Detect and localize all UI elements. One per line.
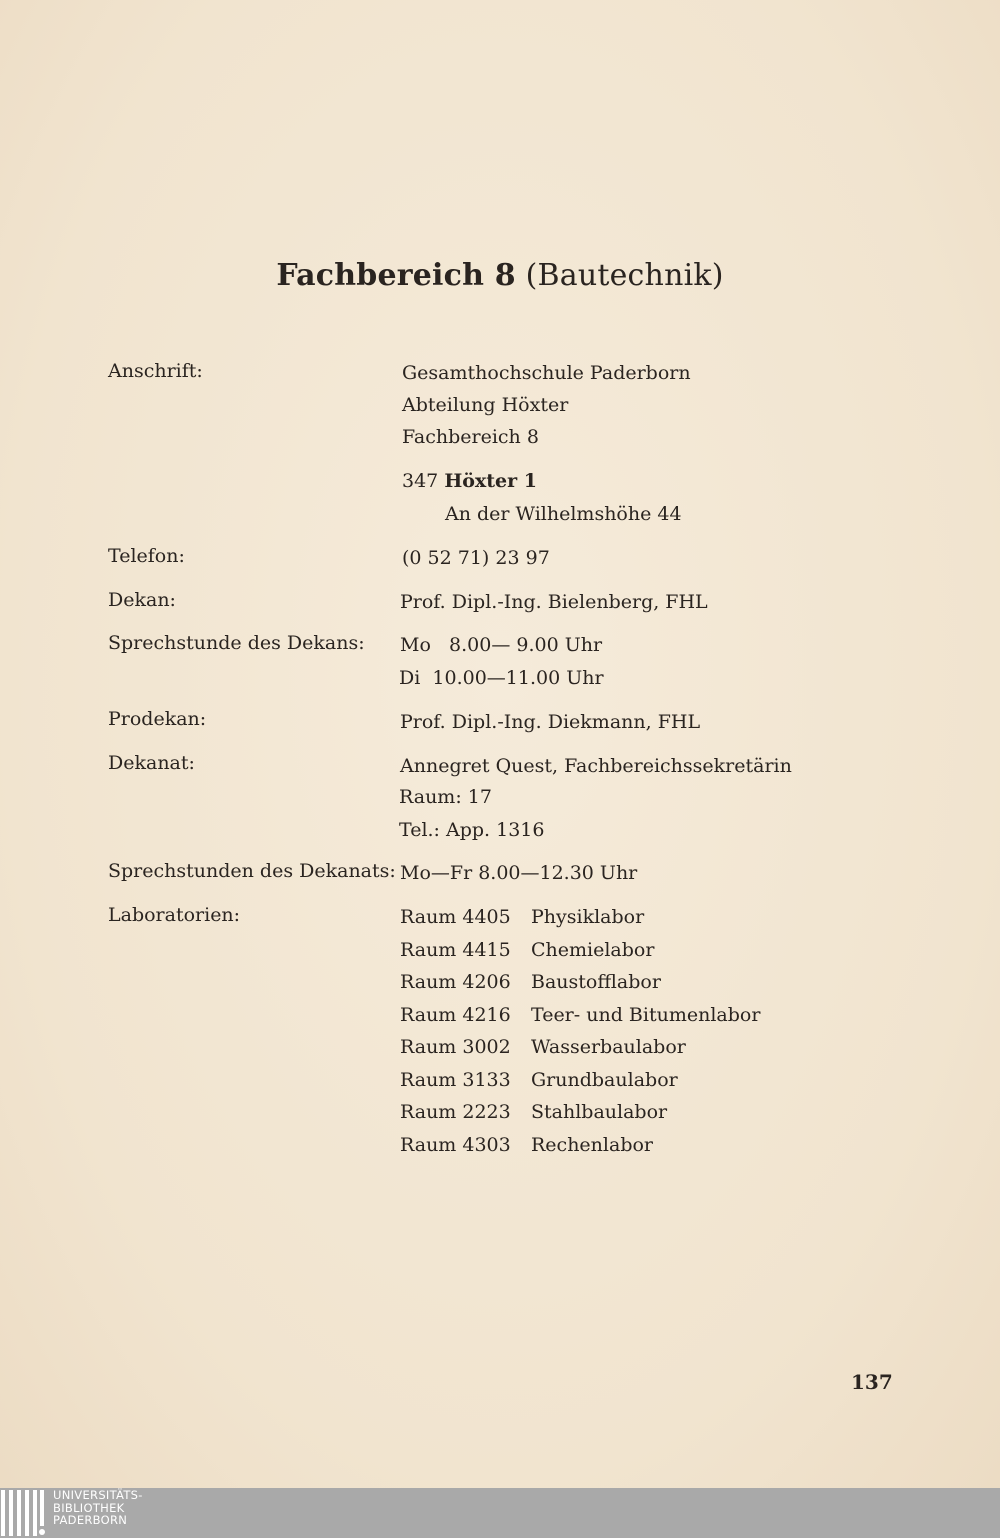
lab-room: Raum 4303 (400, 1134, 511, 1156)
laboratorien-label: Laboratorien: (108, 904, 241, 926)
logo-line: PADERBORN (53, 1513, 128, 1527)
lab-name: Grundbaulabor (531, 1069, 678, 1091)
sprechstunden-dekanat-label: Sprechstunden des Dekanats: (108, 860, 396, 882)
anschrift-line: Fachbereich 8 (402, 426, 539, 448)
lab-room: Raum 4206 (400, 971, 511, 993)
anschrift-label: Anschrift: (108, 360, 203, 382)
lab-name: Stahlbaulabor (531, 1101, 668, 1123)
lab-room: Raum 4415 (400, 939, 511, 961)
prodekan-label: Prodekan: (108, 708, 207, 730)
anschrift-line: Abteilung Höxter (402, 394, 569, 416)
lab-name: Baustofflabor (531, 971, 661, 993)
anschrift-postcode: 347 (402, 470, 439, 492)
lab-room: Raum 3002 (400, 1036, 511, 1058)
dekanat-line: Tel.: App. 1316 (399, 819, 545, 841)
anschrift-line: Gesamthochschule Paderborn (402, 362, 691, 384)
sprechstunde-dekan-line: Mo 8.00— 9.00 Uhr (400, 634, 603, 656)
lab-name: Wasserbaulabor (531, 1036, 686, 1058)
dekanat-label: Dekanat: (108, 752, 195, 774)
dekan-value: Prof. Dipl.-Ing. Bielenberg, FHL (400, 591, 708, 613)
sprechstunde-dekan-label: Sprechstunde des Dekans: (108, 632, 365, 654)
telefon-label: Telefon: (108, 545, 185, 567)
lab-name: Chemielabor (531, 939, 655, 961)
footer-bar (0, 1488, 1000, 1538)
page-number: 137 (851, 1370, 893, 1394)
library-logo-icon (0, 1490, 48, 1536)
sprechstunden-dekanat-value: Mo—Fr 8.00—12.30 Uhr (400, 862, 638, 884)
title-main: Fachbereich 8 (276, 258, 516, 293)
lab-name: Rechenlabor (531, 1134, 653, 1156)
prodekan-value: Prof. Dipl.-Ing. Diekmann, FHL (400, 711, 701, 733)
lab-room: Raum 2223 (400, 1101, 511, 1123)
dekanat-line: Raum: 17 (399, 786, 492, 808)
telefon-value: (0 52 71) 23 97 (402, 547, 550, 569)
lab-room: Raum 4216 (400, 1004, 511, 1026)
title-sub: (Bautechnik) (525, 258, 724, 293)
lab-name: Teer- und Bitumenlabor (531, 1004, 761, 1026)
logo-line: BIBLIOTHEK (53, 1500, 125, 1515)
anschrift-city: Höxter 1 (444, 470, 537, 492)
lab-room: Raum 3133 (400, 1069, 511, 1091)
logo-line: UNIVERSITÄTS- (53, 1488, 143, 1502)
dekanat-line: Annegret Quest, Fachbereichssekretärin (400, 755, 792, 777)
lab-room: Raum 4405 (400, 906, 511, 928)
page-title (0, 258, 1000, 293)
anschrift-street: An der Wilhelmshöhe 44 (445, 503, 682, 525)
sprechstunde-dekan-line: Di 10.00—11.00 Uhr (399, 667, 604, 689)
dekan-label: Dekan: (108, 589, 176, 611)
anschrift-city-line (402, 470, 537, 492)
library-logo-text (53, 1489, 143, 1527)
lab-name: Physiklabor (531, 906, 645, 928)
